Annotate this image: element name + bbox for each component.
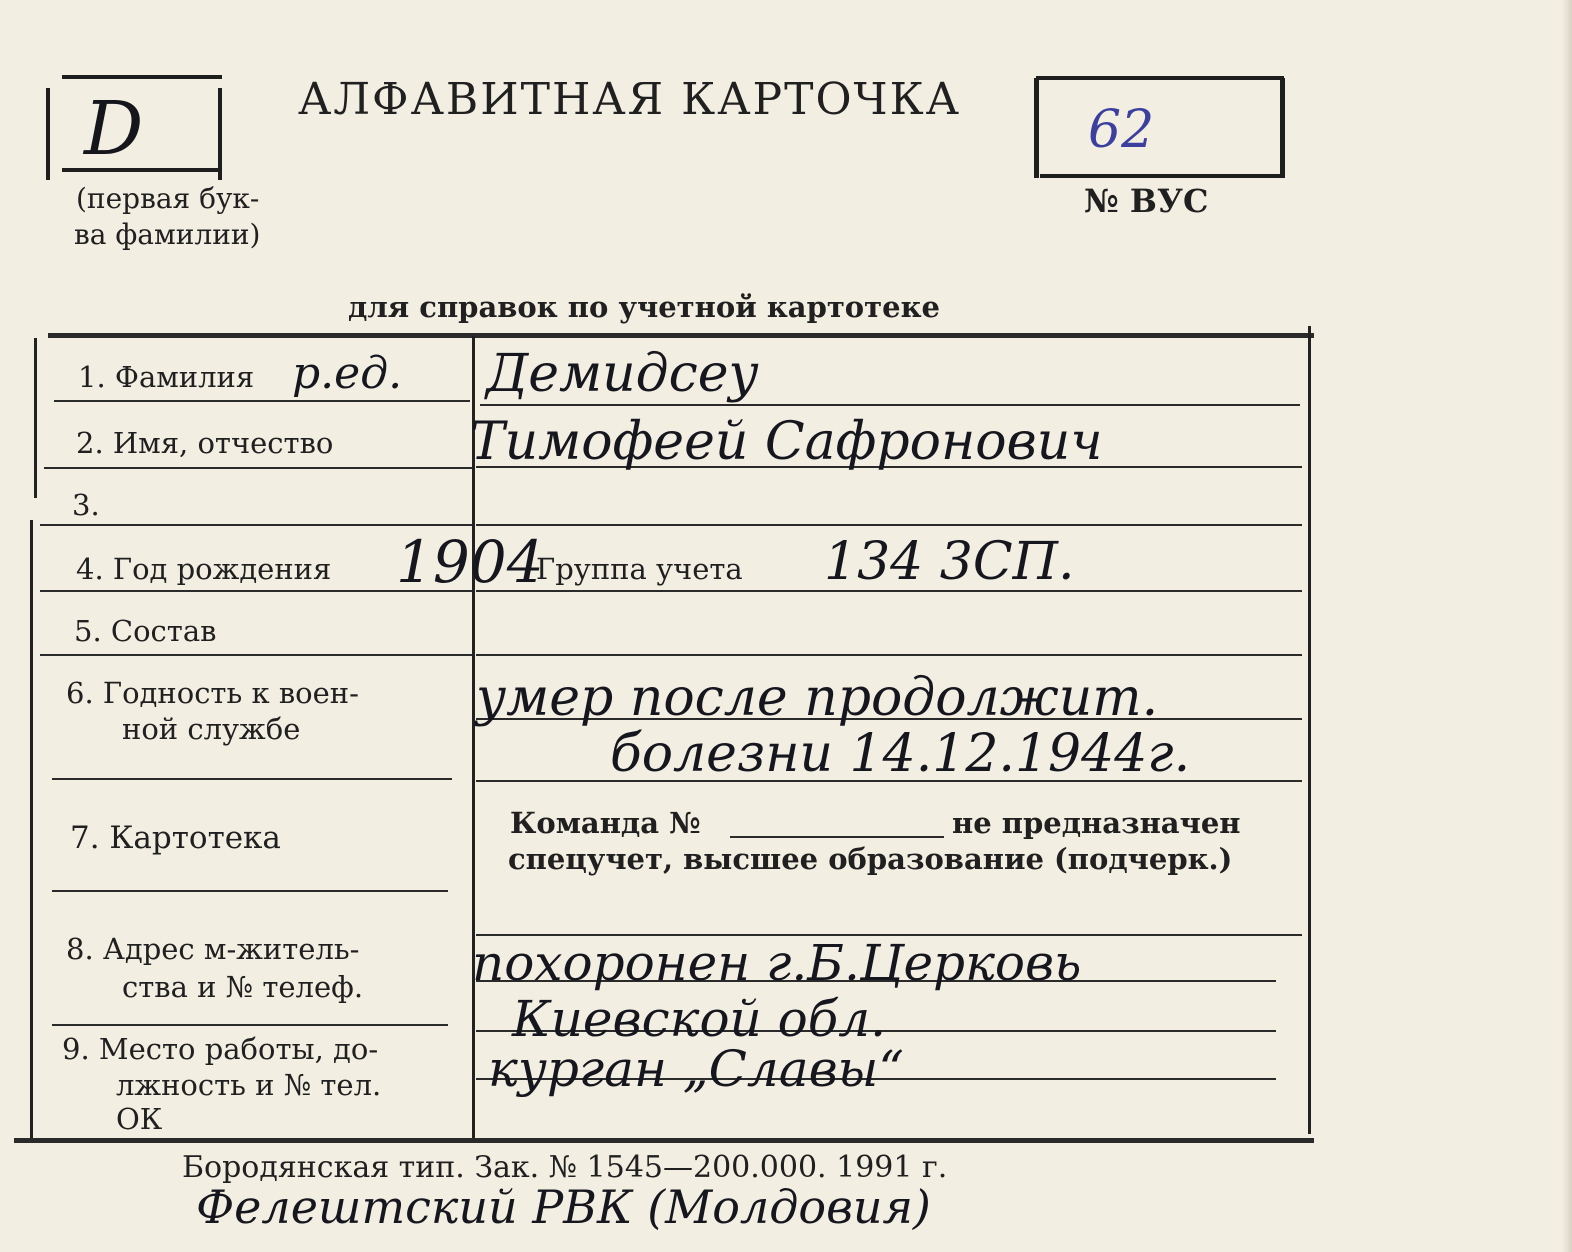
name-patronymic-value: Тимофеей Сафронович [470,412,1103,472]
row3-label: 3. [72,488,100,522]
group-label: Группа учета [536,552,743,586]
vus-label: № ВУС [1084,182,1209,220]
birth-year-value: 1904 [396,528,544,596]
table-top-border [48,333,1314,338]
letter-box-left [46,88,50,180]
row-divider [44,467,472,469]
row1-label: 1. Фамилия [78,360,255,394]
row9-label-1: 9. Место работы, до- [62,1032,379,1066]
card-subtitle: для справок по учетной картотеке [348,290,940,324]
letter-box-right [218,88,222,180]
row6-label-2: ной службе [122,712,301,746]
group-value: 134 3СП. [824,532,1075,592]
vus-value: 62 [1088,100,1155,160]
card-edge [1562,0,1572,1252]
table-bottom-border [14,1138,1314,1143]
team-text-1a: Команда № [510,806,701,840]
team-text-1b: не предназначен [952,806,1241,840]
value-line [476,654,1302,656]
footer-handwritten: Фелештский РВК (Молдовия) [196,1180,931,1234]
row-divider [40,524,472,526]
address-value-2: Киевской обл. [512,990,886,1048]
letter-box-caption-1: (первая бук- [76,182,260,215]
value-line [476,524,1302,526]
vus-box-bottom [1040,174,1280,178]
fitness-value-2: болезни 14.12.1944г. [610,724,1191,784]
team-text-2: спецучет, высшее образование (подчерк.) [508,842,1233,876]
row-divider [52,1024,448,1026]
row2-label: 2. Имя, отчество [76,426,334,460]
table-left-border-upper [34,338,37,498]
row8-label-1: 8. Адрес м-житель- [66,932,360,966]
row-divider [54,400,470,402]
row8-label-2: ства и № телеф. [122,970,364,1004]
row7-label: 7. Картотека [70,820,281,856]
card-title: АЛФАВИТНАЯ КАРТОЧКА [298,74,961,125]
row-divider [52,778,452,780]
row1-annotation: р.ед. [292,348,403,399]
row4-label: 4. Год рождения [76,552,332,586]
row9-label-2: лжность и № тел. [116,1068,382,1102]
print-info: Бородянская тип. Зак. № 1545—200.000. 1991 г. [182,1150,948,1185]
letter-box-top [62,75,222,79]
vus-box-top [1036,76,1284,80]
fitness-value-1: умер после продолжит. [476,668,1159,728]
row-divider [40,654,472,656]
row9-label-3: ОК [116,1102,163,1136]
letter-box-caption-2: ва фамилии) [74,218,261,251]
team-number-blank [730,836,944,838]
surname-value: Демидсеу [486,344,759,404]
row6-label-1: 6. Годность к воен- [66,676,359,710]
row-divider [52,890,448,892]
row5-label: 5. Состав [74,614,217,648]
table-right-border [1308,326,1311,1134]
vus-box-right [1280,78,1285,178]
workplace-value: курган „Славы“ [488,1040,904,1098]
table-left-border-lower [30,520,33,1140]
address-value-1: похоронен г.Б.Церковь [472,934,1082,992]
letter-box-value: D [84,86,144,172]
value-line [480,404,1300,406]
vus-box-left [1034,78,1039,178]
